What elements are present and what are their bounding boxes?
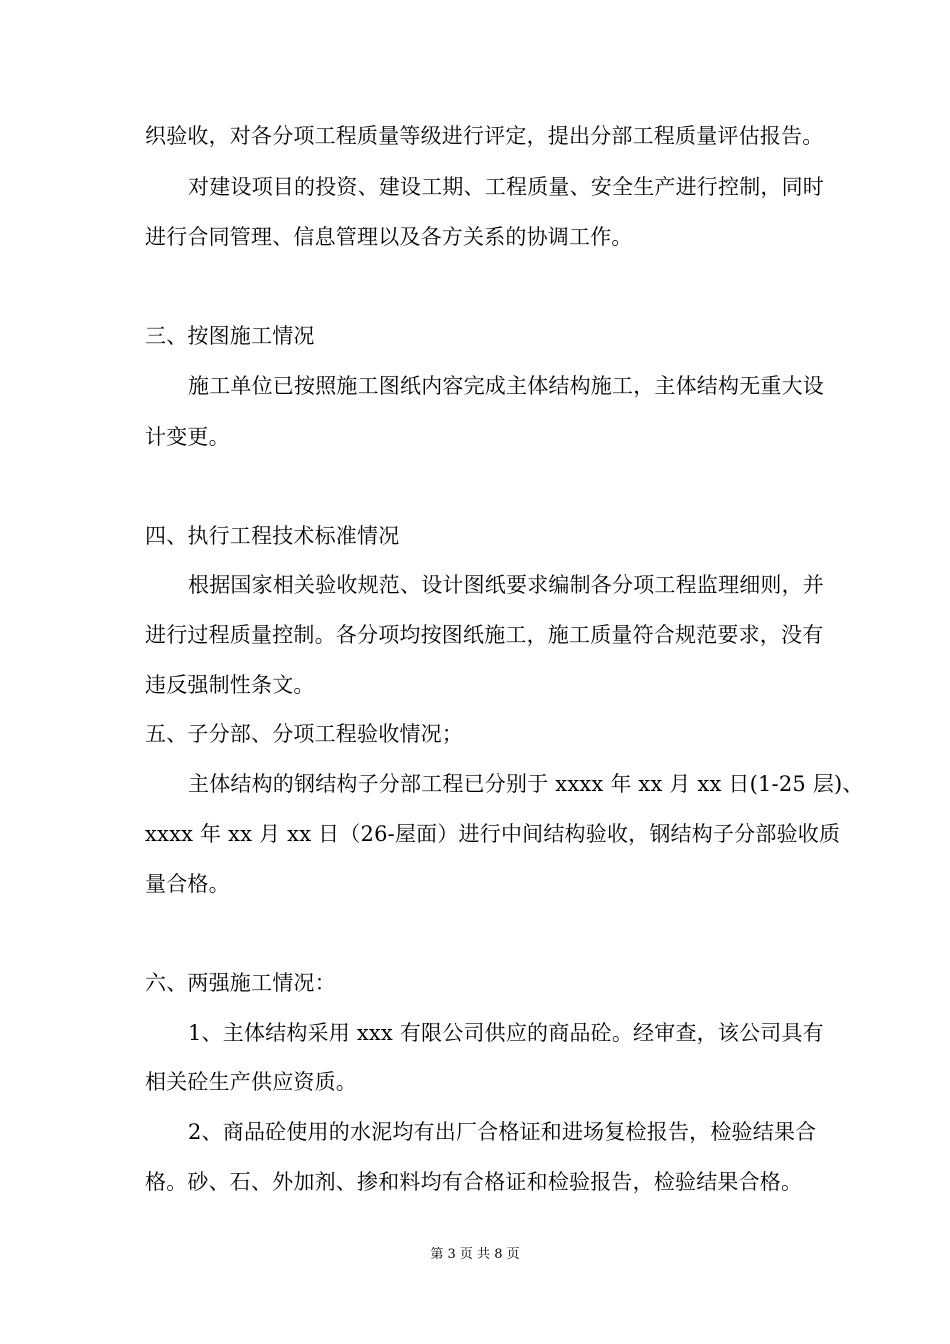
body-text-line: 格。砂、石、外加剂、掺和料均有合格证和检验报告，检验结果合格。: [145, 1170, 803, 1194]
body-text-line: 相关砼生产供应资质。: [145, 1070, 357, 1094]
body-text-line: 织验收，对各分项工程质量等级进行评定，提出分部工程质量评估报告。: [145, 124, 824, 148]
section-heading: 六、两强施工情况：: [145, 971, 336, 995]
body-text-line: 1、主体结构采用 xxx 有限公司供应的商品砼。经审查，该公司具有: [188, 1021, 824, 1045]
body-text-line: 2、商品砼使用的水泥均有出厂合格证和进场复检报告，检验结果合: [188, 1120, 817, 1144]
body-text-line: 计变更。: [145, 425, 230, 449]
body-text-line: 根据国家相关验收规范、设计图纸要求编制各分项工程监理细则，并: [188, 573, 824, 597]
body-text-line: 对建设项目的投资、建设工期、工程质量、安全生产进行控制，同时: [188, 175, 824, 199]
section-heading: 五、子分部、分项工程验收情况；: [145, 722, 463, 746]
body-text-line: 进行合同管理、信息管理以及各方关系的协调工作。: [145, 225, 633, 249]
body-text-line: 违反强制性条文。: [145, 673, 315, 697]
section-heading: 四、执行工程技术标准情况: [145, 524, 400, 548]
body-text-line: 主体结构的钢结构子分部工程已分别于 xxxx 年 xx 月 xx 日(1-25 层)、: [188, 772, 864, 796]
body-text-line: 进行过程质量控制。各分项均按图纸施工，施工质量符合规范要求，没有: [145, 623, 824, 647]
body-text-line: 施工单位已按照施工图纸内容完成主体结构施工，主体结构无重大设: [188, 374, 824, 398]
body-text-line: 量合格。: [145, 872, 230, 896]
page-number-footer: 第 3 页 共 8 页: [430, 1247, 520, 1262]
section-heading: 三、按图施工情况: [145, 324, 315, 348]
body-text-line: xxxx 年 xx 月 xx 日（26-屋面）进行中间结构验收，钢结构子分部验收质: [145, 822, 841, 846]
